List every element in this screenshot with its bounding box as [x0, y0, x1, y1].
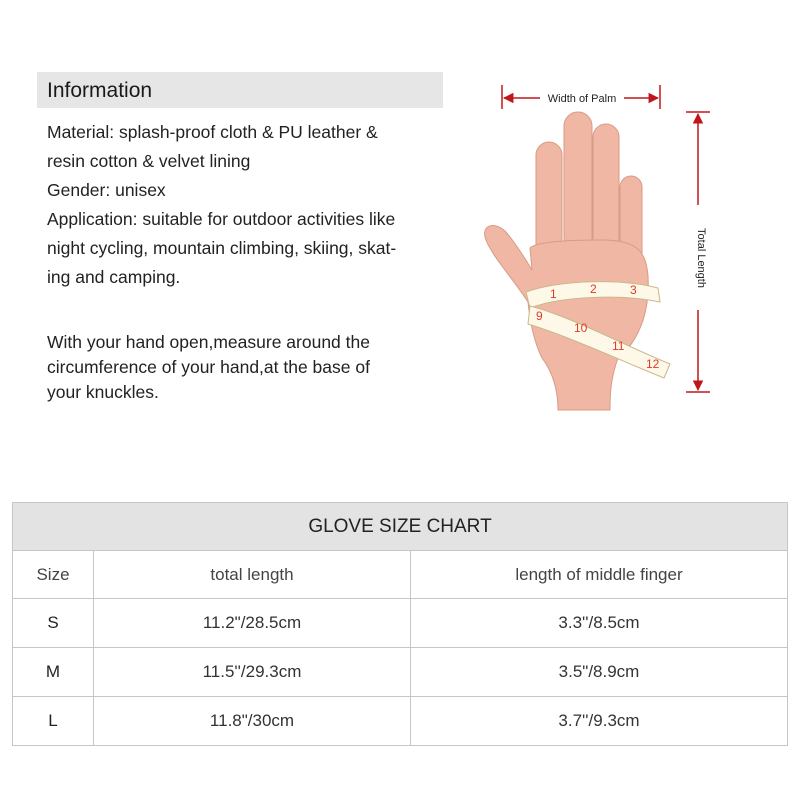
- middle-finger-cell: 3.5"/8.9cm: [411, 648, 788, 697]
- info-application-line-3: ing and camping.: [47, 267, 181, 287]
- measure-instruction-line-2: circumference of your hand,at the base of: [47, 357, 370, 377]
- total-length-cell: 11.8"/30cm: [94, 697, 411, 746]
- middle-finger-column-header: length of middle finger: [411, 551, 788, 599]
- info-material-line-2: resin cotton & velvet lining: [47, 151, 251, 171]
- total-length-cell: 11.2"/28.5cm: [94, 599, 411, 648]
- tape-number-9: 9: [536, 309, 543, 323]
- glove-size-chart: [12, 502, 788, 746]
- size-cell: M: [13, 648, 94, 697]
- total-length-label: Total Length: [695, 228, 707, 288]
- table-row: [13, 599, 788, 648]
- info-header: [37, 72, 443, 108]
- size-cell: L: [13, 697, 94, 746]
- middle-finger-cell: 3.3''/8.5cm: [411, 599, 788, 648]
- measure-instruction-line-3: your knuckles.: [47, 382, 159, 402]
- tape-number-12: 12: [646, 357, 660, 371]
- tape-number-2: 2: [590, 282, 597, 296]
- tape-number-1: 1: [550, 287, 557, 301]
- tape-number-3: 3: [630, 283, 637, 297]
- total-length-column-header: total length: [94, 551, 411, 599]
- total-length-cell: 11.5''/29.3cm: [94, 648, 411, 697]
- width-of-palm-label: Width of Palm: [547, 93, 617, 105]
- info-gender-line: Gender: unisex: [47, 180, 166, 200]
- info-title: Information: [47, 79, 153, 102]
- info-application-line-2: night cycling, mountain climbing, skiing, skat-: [47, 238, 397, 258]
- middle-finger-cell: 3.7''/9.3cm: [411, 697, 788, 746]
- tape-number-11: 11: [612, 339, 625, 353]
- table-row: [13, 697, 788, 746]
- hand-measurement-diagram: [470, 80, 740, 430]
- tape-number-10: 10: [574, 321, 588, 335]
- info-material-line-1: Material: splash-proof cloth & PU leather &: [47, 122, 378, 142]
- info-application-line-1: Application: suitable for outdoor activities like: [47, 209, 396, 229]
- hand-illustration: [485, 112, 649, 410]
- measure-instruction-line-1: With your hand open,measure around the: [47, 332, 370, 352]
- size-cell: S: [13, 599, 94, 648]
- table-row: [13, 648, 788, 697]
- size-chart-title: GLOVE SIZE CHART: [13, 503, 788, 551]
- size-column-header: Size: [13, 551, 94, 599]
